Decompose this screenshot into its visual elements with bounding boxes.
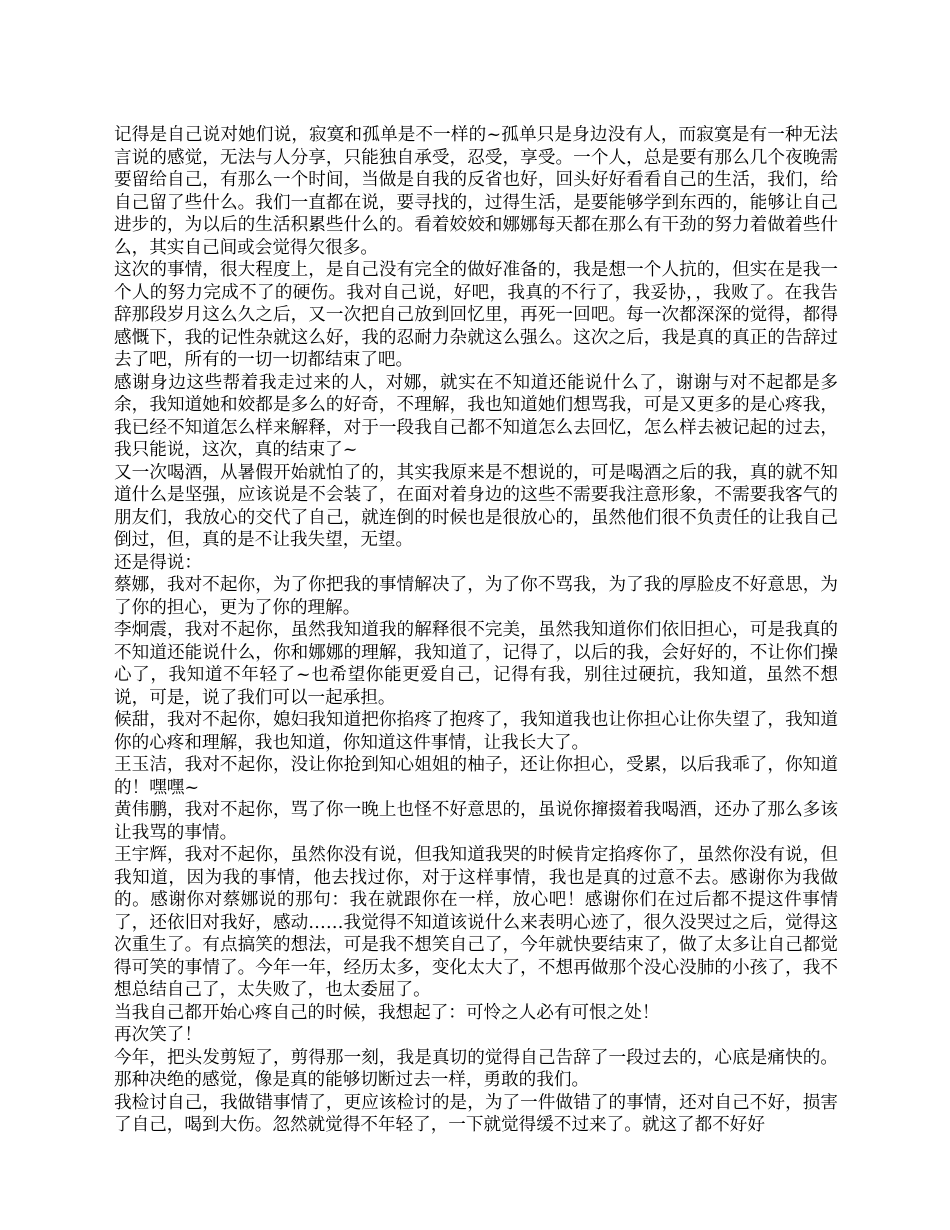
paragraph-thanks: 感谢身边这些帮着我走过来的人，对娜，就实在不知道还能说什么了，谢谢与对不起都是多余，我知道她和姣都是多么的好奇，不理解，我也知道她们想骂我，可是又更多的是心疼我，我已经不知道怎么样来解释，对于一段我自己都不知道怎么去回忆，怎么样去被记起的过去，我只能说，这次，真的结束了~ (114, 372, 838, 460)
paragraph-self-review: 我检讨自己，我做错事情了，更应该检讨的是，为了一件做错了的事情，还对自己不好，损害了自己，喝到大伤。忽然就觉得不年轻了，一下就觉得缓不过来了。就这了都不好好 (114, 1092, 838, 1135)
paragraph-still-say: 还是得说： (114, 552, 202, 573)
paragraph-laugh-again: 再次笑了！ (114, 1025, 202, 1045)
paragraph-apology-huangweipeng: 黄伟鹏，我对不起你，骂了你一晚上也怪不好意思的，虽说你撺掇着我喝酒，还办了那么多该让我骂的事情。 (114, 800, 838, 843)
paragraph-this-matter: 这次的事情，很大程度上，是自己没有完全的做好准备的，我是想一个人抗的，但实在是我一个人的努力完成不了的硬伤。我对自己说，好吧，我真的不行了，我妥协，，我败了。在我告辞那段岁月这么久之后，又一次把自己放到回忆里，再死一回吧。每一次都深深的觉得，都得感慨下，我的记性杂就这么好，我的忍耐力杂就这么强么。这次之后，我是真的真正的告辞过去了吧，所有的一切一切都结束了吧。 (114, 260, 838, 370)
paragraph-apology-houtian: 候甜，我对不起你，媳妇我知道把你掐疼了抱疼了，我知道我也让你担心让你失望了，我知道你的心疼和理解，我也知道，你知道这件事情，让我长大了。 (114, 710, 838, 753)
paragraph-apology-caina: 蔡娜，我对不起你，为了你把我的事情解决了，为了你不骂我，为了我的厚脸皮不好意思，为了你的担心，更为了你的理解。 (114, 575, 838, 618)
paragraph-solitude: 记得是自己说对她们说，寂寞和孤单是不一样的~孤单只是身边没有人，而寂寞是有一种无法言说的感觉，无法与人分享，只能独自承受，忍受，享受。一个人，总是要有那么几个夜晚需要留给自己，有那么一个时间，当做是自我的反省也好，回头好好看看自己的生活，我们，给自己留了些什么。我们一直都在说，要寻找的，过得生活，是要能够学到东西的，能够让自己进步的，为以后的生活积累些什么的。看着姣姣和娜娜每天都在那么有干劲的努力着做着些什么，其实自己间或会觉得欠很多。 (114, 125, 838, 258)
paragraph-apology-lijiongzhen: 李炯震，我对不起你，虽然我知道我的解释很不完美，虽然我知道你们依旧担心，可是我真的不知道还能说什么，你和娜娜的理解，我知道了，记得了，以后的我，会好好的，不让你们操心了，我知道不年轻了~也希望你能更爱自己，记得有我，别往过硬抗，我知道，虽然不想说，可是，说了我们可以一起承担。 (114, 620, 838, 708)
paragraph-haircut: 今年，把头发剪短了，剪得那一刻，我是真切的觉得自己告辞了一段过去的，心底是痛快的。那种决绝的感觉，像是真的能够切断过去一样，勇敢的我们。 (114, 1047, 838, 1090)
paragraph-self-pity: 当我自己都开始心疼自己的时候，我想起了：可怜之人必有可恨之处！ (114, 1002, 660, 1023)
paragraph-drinking: 又一次喝酒，从暑假开始就怕了的，其实我原来是不想说的，可是喝酒之后的我，真的就不知道什么是坚强，应该说是不会装了，在面对着身边的这些不需要我注意形象，不需要我客气的朋友们，我放心的交代了自己，就连倒的时候也是很放心的，虽然他们很不负责任的让我自己倒过，但，真的是不让我失望，无望。 (114, 462, 838, 550)
document-page (114, 124, 838, 1137)
paragraph-apology-wangyujie: 王玉洁，我对不起你，没让你抢到知心姐姐的柚子，还让你担心，受累，以后我乖了，你知道的！嘿嘿~ (114, 755, 838, 798)
paragraph-apology-wangyuhui: 王宇辉，我对不起你，虽然你没有说，但我知道我哭的时候肯定掐疼你了，虽然你没有说，但我知道，因为我的事情，他去找过你，对于这样事情，我也是真的过意不去。感谢你为我做的。感谢你对蔡娜说的那句：我在就跟你在一样，放心吧！感谢你们在过后都不提这件事情了，还依旧对我好，感动……我觉得不知道该说什么来表明心迹了，很久没哭过之后，觉得这次重生了。有点搞笑的想法，可是我不想笑自己了，今年就快要结束了，做了太多让自己都觉得可笑的事情了。今年一年，经历太多，变化太大了，不想再做那个没心没肺的小孩了，我不想总结自己了，太失败了，也太委屈了。 (114, 845, 838, 1000)
